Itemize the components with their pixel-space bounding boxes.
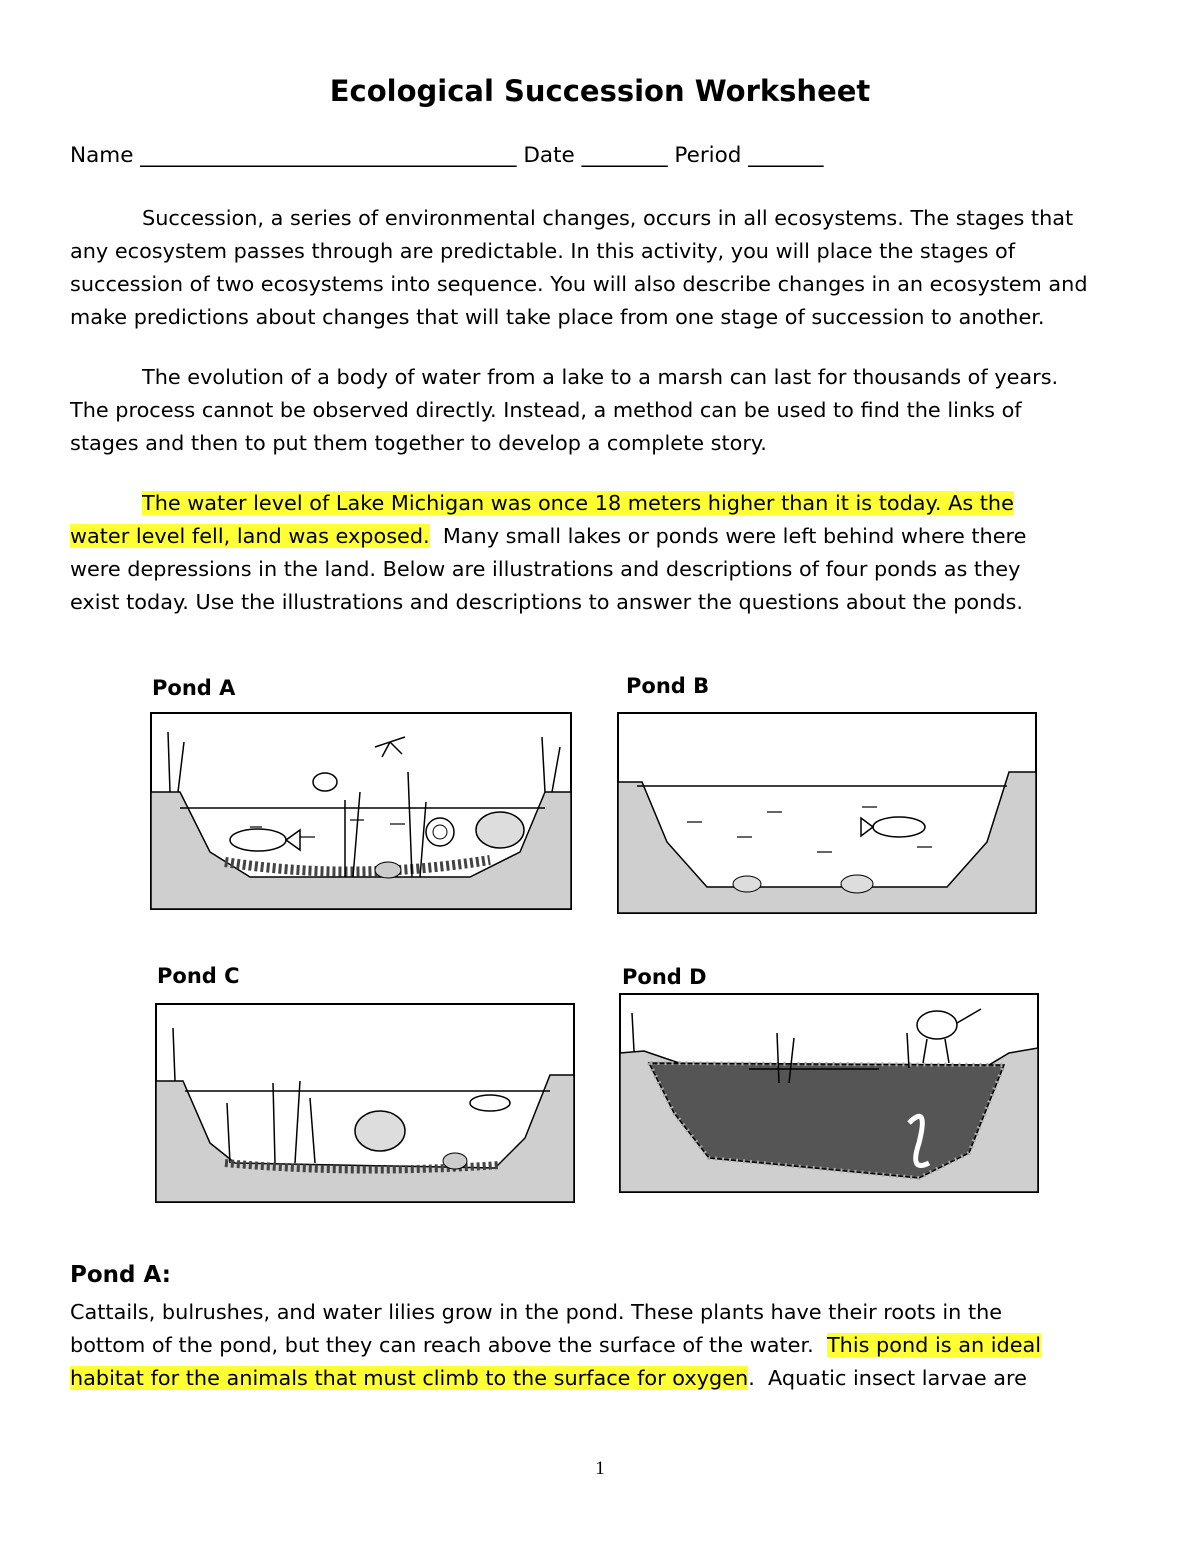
text-line: bottom of the pond, but they can reach above the surface of the water. [70, 1333, 827, 1357]
text-line: stages and then to put them together to develop a complete story. [70, 431, 767, 455]
highlighted-text: water level fell, land was exposed. [70, 524, 430, 548]
text-line: Many small lakes or ponds were left behind where there [429, 524, 1027, 548]
pond-a-illustration [150, 712, 572, 910]
text-line: Cattails, bulrushes, and water lilies grow in the pond. These plants have their roots in the [70, 1300, 1003, 1324]
highlighted-text: The water level of Lake Michigan was once 18 meters higher than it is today. As the [142, 491, 1014, 515]
pond-d-label: Pond D [622, 965, 707, 989]
pond-a-label: Pond A [152, 676, 236, 700]
text-line: any ecosystem passes through are predictable. In this activity, you will place the stages of [70, 239, 1016, 263]
pond-a-heading: Pond A: [70, 1262, 171, 1288]
text-line: The evolution of a body of water from a lake to a marsh can last for thousands of years. [142, 365, 1059, 389]
text-line: . Aquatic insect larvae are [748, 1366, 1027, 1390]
pond-a-description [70, 1296, 1140, 1395]
text-line: succession of two ecosystems into sequence. You will also describe changes in an ecosystem and [70, 272, 1088, 296]
highlighted-text: habitat for the animals that must climb to the surface for oxygen [70, 1366, 749, 1390]
text-line: The process cannot be observed directly. Instead, a method can be used to find the links of [70, 398, 1022, 422]
text-line: Succession, a series of environmental changes, occurs in all ecosystems. The stages that [142, 206, 1074, 230]
pond-c-illustration [155, 1003, 575, 1203]
pond-c-label: Pond C [157, 964, 240, 988]
intro-paragraph-1 [70, 202, 1140, 334]
pond-b-label: Pond B [626, 674, 710, 698]
worksheet-title: Ecological Succession Worksheet [329, 74, 871, 108]
text-line: exist today. Use the illustrations and descriptions to answer the questions about the ponds. [70, 590, 1023, 614]
intro-paragraph-3 [70, 487, 1140, 619]
page-number: 1 [595, 1458, 605, 1479]
name-date-period-line: Name ___________________________________ Date ________ Period _______ [70, 143, 824, 168]
highlighted-text: This pond is an ideal [826, 1333, 1042, 1357]
intro-paragraph-2 [70, 361, 1140, 460]
text-line: were depressions in the land. Below are illustrations and descriptions of four ponds as they [70, 557, 1021, 581]
pond-d-illustration [619, 993, 1039, 1193]
pond-b-illustration [617, 712, 1037, 914]
text-line: make predictions about changes that will take place from one stage of succession to another. [70, 305, 1045, 329]
